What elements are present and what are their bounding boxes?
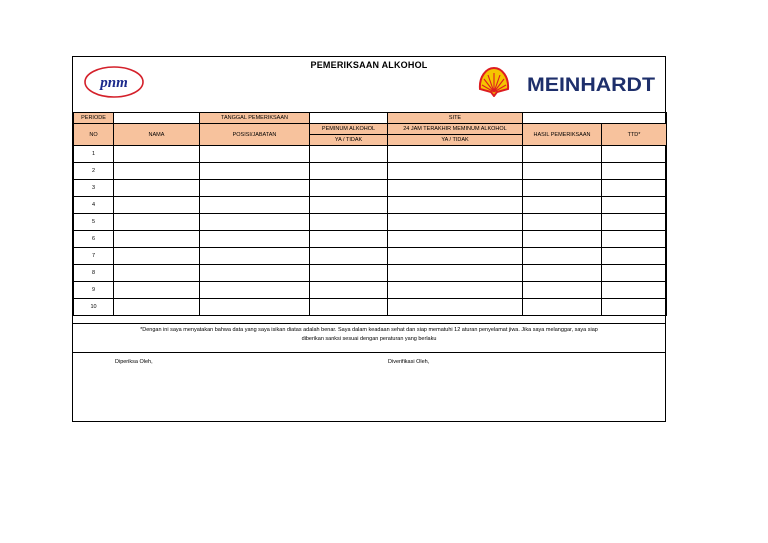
row-number: 7	[74, 248, 114, 265]
peminum-cell[interactable]	[310, 197, 388, 214]
col-24jam: 24 JAM TERAKHIR MEMINUM ALKOHOL	[388, 124, 523, 135]
col-hasil: HASIL PEMERIKSAAN	[523, 124, 602, 146]
pnm-logo	[83, 65, 145, 99]
nama-cell[interactable]	[114, 146, 200, 163]
info-row	[74, 113, 667, 124]
peminum-cell[interactable]	[310, 299, 388, 316]
ttd-cell[interactable]	[602, 299, 667, 316]
nama-cell[interactable]	[114, 299, 200, 316]
posisi-cell[interactable]	[200, 146, 310, 163]
table-row	[74, 299, 667, 316]
alcohol-check-table	[73, 112, 667, 316]
row-number: 9	[74, 282, 114, 299]
site-label: SITE	[388, 113, 523, 124]
tanggal-value[interactable]	[310, 113, 388, 124]
peminum-cell[interactable]	[310, 248, 388, 265]
hasil-cell[interactable]	[523, 248, 602, 265]
tanggal-label: TANGGAL PEMERIKSAAN	[200, 113, 310, 124]
24jam-cell[interactable]	[388, 163, 523, 180]
24jam-cell[interactable]	[388, 265, 523, 282]
table-row	[74, 197, 667, 214]
posisi-cell[interactable]	[200, 299, 310, 316]
ttd-cell[interactable]	[602, 248, 667, 265]
24jam-cell[interactable]	[388, 180, 523, 197]
peminum-cell[interactable]	[310, 163, 388, 180]
ttd-cell[interactable]	[602, 282, 667, 299]
ttd-cell[interactable]	[602, 163, 667, 180]
ttd-cell[interactable]	[602, 231, 667, 248]
row-number: 6	[74, 231, 114, 248]
col-24jam-sub: YA / TIDAK	[388, 135, 523, 146]
table-row	[74, 163, 667, 180]
hasil-cell[interactable]	[523, 265, 602, 282]
table-row	[74, 265, 667, 282]
row-number: 4	[74, 197, 114, 214]
declaration-note	[73, 323, 665, 353]
hasil-cell[interactable]	[523, 146, 602, 163]
ttd-cell[interactable]	[602, 146, 667, 163]
hasil-cell[interactable]	[523, 299, 602, 316]
peminum-cell[interactable]	[310, 146, 388, 163]
meinhardt-logo	[525, 69, 657, 97]
periode-label: PERIODE	[74, 113, 114, 124]
col-peminum-sub: YA / TIDAK	[310, 135, 388, 146]
posisi-cell[interactable]	[200, 248, 310, 265]
nama-cell[interactable]	[114, 180, 200, 197]
site-value[interactable]	[523, 113, 667, 124]
row-number: 10	[74, 299, 114, 316]
nama-cell[interactable]	[114, 197, 200, 214]
row-number: 1	[74, 146, 114, 163]
ttd-cell[interactable]	[602, 180, 667, 197]
col-nama: NAMA	[114, 124, 200, 146]
declaration-line-2: diberikan sanksi sesuai dengan peraturan yang berlaku	[301, 336, 437, 342]
ttd-cell[interactable]	[602, 197, 667, 214]
24jam-cell[interactable]	[388, 197, 523, 214]
24jam-cell[interactable]	[388, 248, 523, 265]
row-number: 5	[74, 214, 114, 231]
posisi-cell[interactable]	[200, 214, 310, 231]
hasil-cell[interactable]	[523, 163, 602, 180]
peminum-cell[interactable]	[310, 214, 388, 231]
shell-logo	[477, 65, 511, 97]
peminum-cell[interactable]	[310, 180, 388, 197]
peminum-cell[interactable]	[310, 265, 388, 282]
table-row	[74, 282, 667, 299]
table-row	[74, 180, 667, 197]
nama-cell[interactable]	[114, 282, 200, 299]
form-title: PEMERIKSAAN ALKOHOL	[310, 60, 428, 70]
peminum-cell[interactable]	[310, 282, 388, 299]
posisi-cell[interactable]	[200, 282, 310, 299]
signature-diperiksa: Diperiksa Oleh,	[115, 359, 153, 365]
24jam-cell[interactable]	[388, 282, 523, 299]
form-header	[73, 57, 665, 112]
24jam-cell[interactable]	[388, 146, 523, 163]
posisi-cell[interactable]	[200, 180, 310, 197]
posisi-cell[interactable]	[200, 197, 310, 214]
signature-diverifikasi: Diverifikasi Oleh,	[388, 359, 430, 365]
row-number: 8	[74, 265, 114, 282]
pnm-logo-text: pnm	[100, 75, 128, 91]
column-header-row	[74, 124, 667, 135]
nama-cell[interactable]	[114, 231, 200, 248]
table-row	[74, 146, 667, 163]
ttd-cell[interactable]	[602, 214, 667, 231]
nama-cell[interactable]	[114, 163, 200, 180]
table-row	[74, 248, 667, 265]
posisi-cell[interactable]	[200, 163, 310, 180]
declaration-line-1: *Dengan ini saya menyatakan bahwa data yang saya isikan diatas adalah benar. Saya dalam keadaan sehat dan siap mematuhi 12 aturan penyelamat jiwa. Jika saya melanggar, saya siap	[140, 327, 598, 333]
col-ttd: TTD*	[602, 124, 667, 146]
hasil-cell[interactable]	[523, 214, 602, 231]
24jam-cell[interactable]	[388, 299, 523, 316]
periode-value[interactable]	[114, 113, 200, 124]
form-sheet	[72, 56, 666, 422]
24jam-cell[interactable]	[388, 214, 523, 231]
row-number: 3	[74, 180, 114, 197]
ttd-cell[interactable]	[602, 265, 667, 282]
col-no: NO	[74, 124, 114, 146]
data-rows	[74, 146, 667, 316]
nama-cell[interactable]	[114, 265, 200, 282]
hasil-cell[interactable]	[523, 180, 602, 197]
hasil-cell[interactable]	[523, 282, 602, 299]
nama-cell[interactable]	[114, 214, 200, 231]
row-number: 2	[74, 163, 114, 180]
nama-cell[interactable]	[114, 248, 200, 265]
posisi-cell[interactable]	[200, 231, 310, 248]
col-peminum: PEMINUM ALKOHOL	[310, 124, 388, 135]
table-row	[74, 231, 667, 248]
hasil-cell[interactable]	[523, 197, 602, 214]
posisi-cell[interactable]	[200, 265, 310, 282]
table-row	[74, 214, 667, 231]
meinhardt-logo-text: MEINHARDT	[527, 75, 656, 96]
24jam-cell[interactable]	[388, 231, 523, 248]
hasil-cell[interactable]	[523, 231, 602, 248]
peminum-cell[interactable]	[310, 231, 388, 248]
col-posisi: POSISI/JABATAN	[200, 124, 310, 146]
